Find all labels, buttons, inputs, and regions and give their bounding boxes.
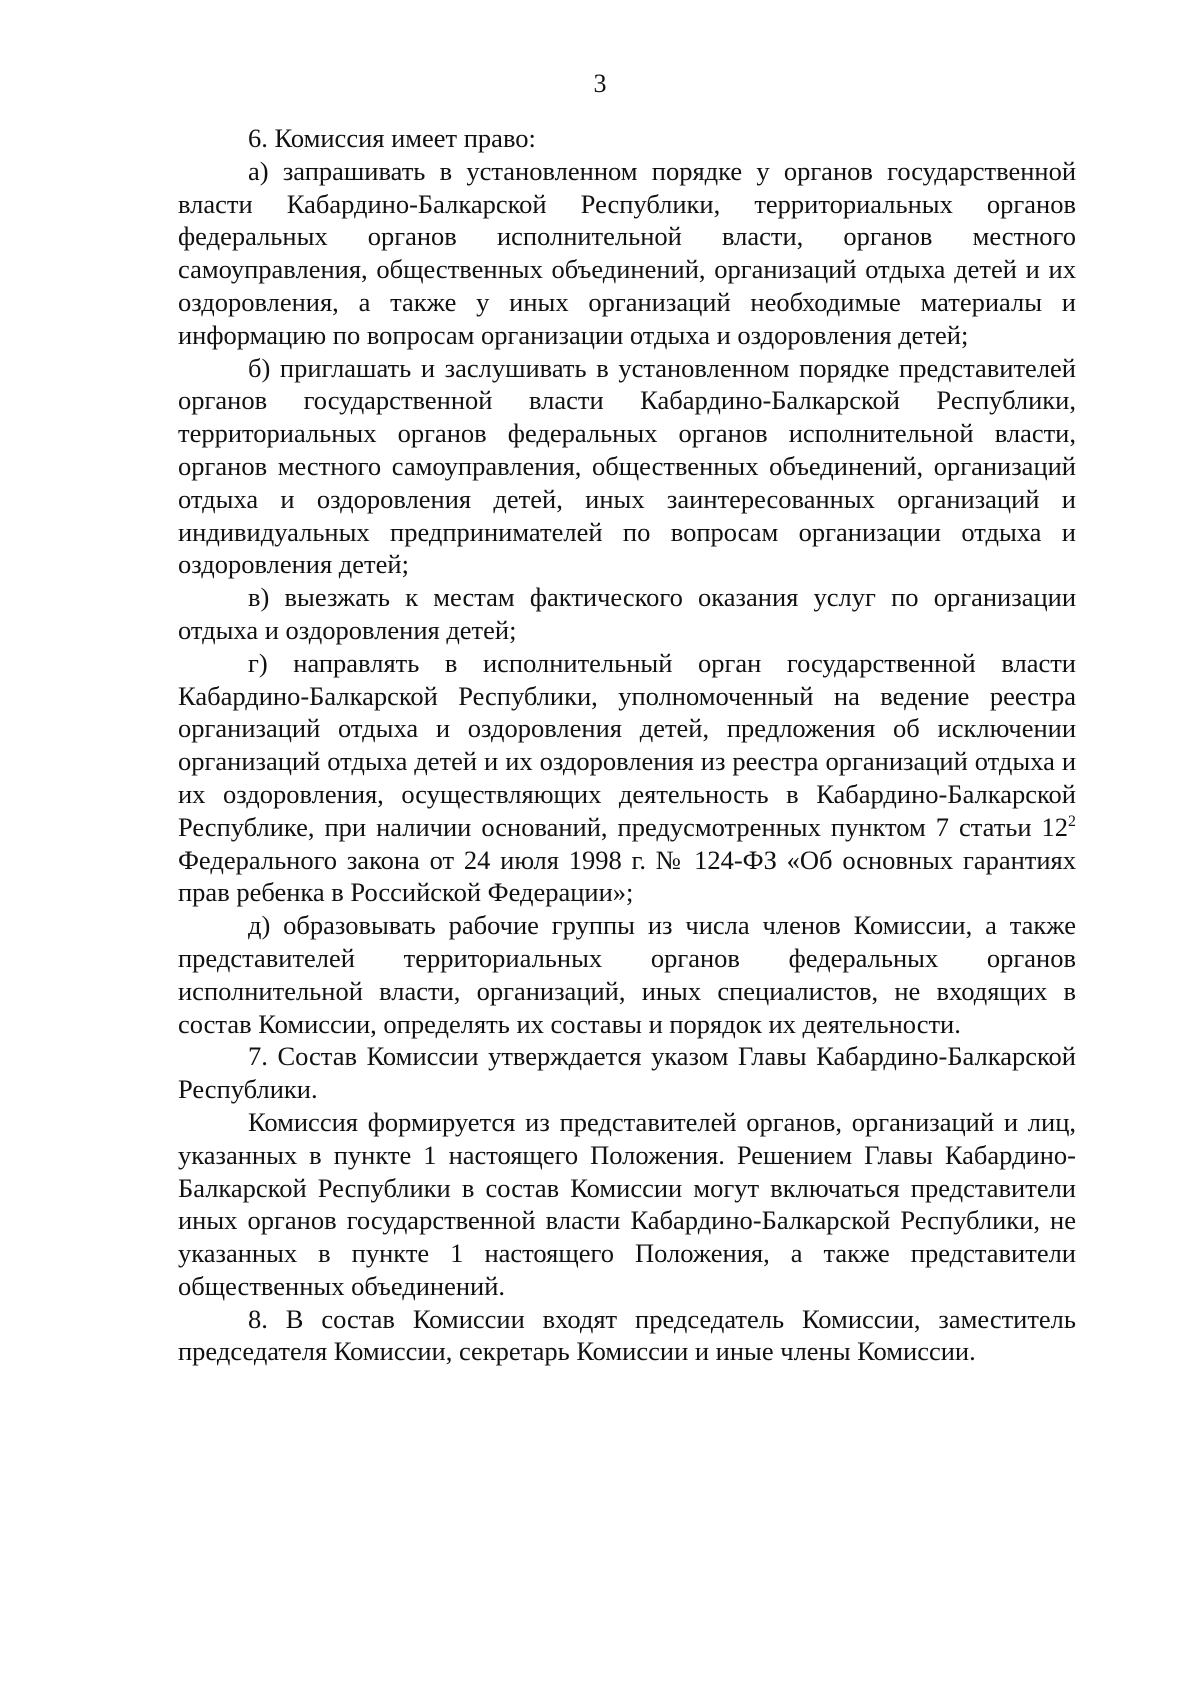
paragraph-6g-text-after: Федерального закона от 24 июля 1998 г. № 124-ФЗ «Об основных гарантиях прав ребенка в Российской Федерации»; — [178, 844, 1076, 908]
paragraph-6g — [178, 647, 1076, 909]
paragraph-7-continued: Комиссия формируется из представителей органов, организаций и лиц, указанных в пункте 1 настоящего Положения. Решением Главы Кабардино-Балкарской Республики в состав Комиссии могут включаться представители иных органов государственной власти Кабардино-Балкарской Республики, не указанных в пункте 1 настоящего Положения, а также представители общественных объединений. — [178, 1106, 1076, 1301]
paragraph-6d: д) образовывать рабочие группы из числа членов Комиссии, а также представителей территориальных органов федеральных органов исполнительной власти, организаций, иных специалистов, не входящих в состав Комиссии, определять их составы и порядок их деятельности. — [178, 910, 1076, 1039]
paragraph-6g-text-before: г) направлять в исполнительный орган государственной власти Кабардино-Балкарской Республики, уполномоченный на ведение реестра организаций отдыха и оздоровления детей, предложения об исключении организаций отдыха детей и их оздоровления из реестра организаций отдыха и их оздоровления, осуществляющих деятельность в Кабардино-Балкарской Республике, при наличии оснований, предусмотренных пунктом 7 статьи 12 — [178, 647, 1076, 842]
page-number: 3 — [593, 69, 607, 98]
paragraph-6v: в) выезжать к местам фактического оказания услуг по организации отдыха и оздоровления детей; — [178, 582, 1076, 645]
paragraph-6b: б) приглашать и заслушивать в установленном порядке представителей органов государственной власти Кабардино-Балкарской Республики, территориальных органов федеральных органов исполнительной власти, органов местного самоуправления, общественных объединений, организаций отдыха и оздоровления детей, иных заинтересованных организаций и индивидуальных предпринимателей по вопросам организации отдыха и оздоровления детей; — [178, 352, 1076, 580]
paragraph-6a: а) запрашивать в установленном порядке у органов государственной власти Кабардино-Балкарской Республики, территориальных органов федеральных органов исполнительной власти, органов местного самоуправления, общественных объединений, организаций отдыха детей и их оздоровления, а также у иных организаций необходимые материалы и информацию по вопросам организации отдыха и оздоровления детей; — [178, 155, 1076, 350]
paragraph-6-heading: 6. Комиссия имеет право: — [248, 123, 536, 153]
paragraph-8: 8. В состав Комиссии входят председатель Комиссии, заместитель председателя Комиссии, секретарь Комиссии и иные члены Комиссии. — [178, 1303, 1076, 1367]
article-superscript: 2 — [1068, 812, 1076, 830]
paragraph-7: 7. Состав Комиссии утверждается указом Главы Кабардино-Балкарской Республики. — [178, 1041, 1076, 1105]
document-body — [178, 122, 1076, 1368]
